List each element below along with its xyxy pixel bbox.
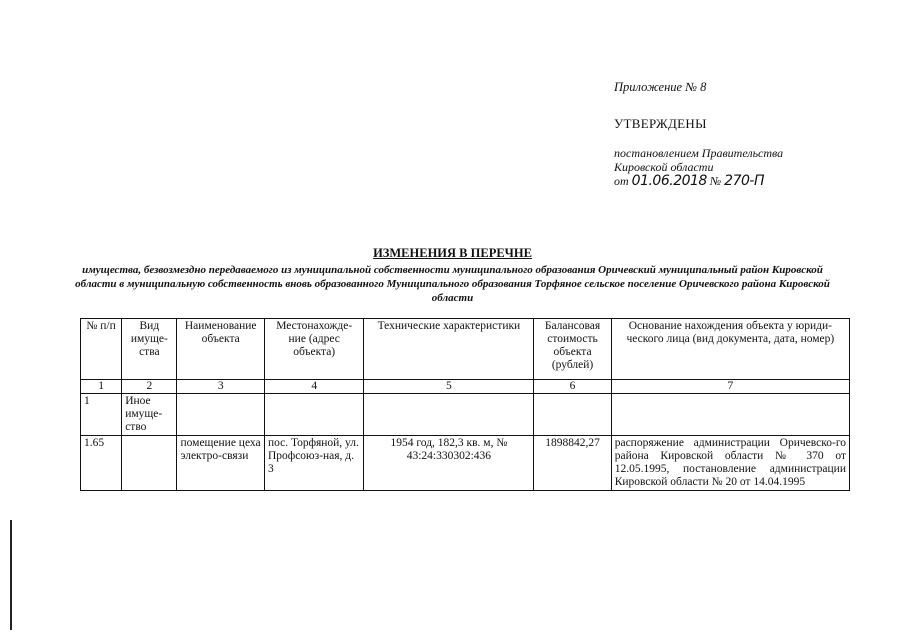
row-kind bbox=[122, 436, 177, 491]
decree-no-label: № bbox=[709, 174, 722, 188]
empty-cell bbox=[177, 394, 264, 436]
column-number: 6 bbox=[534, 380, 611, 394]
header-cell-specs: Технические характеристики bbox=[364, 319, 534, 380]
column-number: 1 bbox=[81, 380, 122, 394]
approved-label: УТВЕРЖДЕНЫ bbox=[614, 116, 707, 131]
row-specs: 1954 год, 182,3 кв. м, № 43:24:330302:436 bbox=[364, 436, 534, 491]
empty-cell bbox=[534, 394, 611, 436]
title-subtitle: имущества, безвозмездно передаваемого из муниципальной собственности муниципального образования Оричевский муниципальный район Кировской области в муниципальную собственность вновь образованного Муниципального образования Торфяное сельское поселение Оричевского района Кировской области bbox=[75, 264, 830, 304]
empty-cell bbox=[264, 394, 364, 436]
header-cell-kind: Вид имуще-ства bbox=[122, 319, 177, 380]
decree-date: 01.06.2018 bbox=[631, 173, 707, 189]
decree-number: 270-П bbox=[724, 173, 764, 189]
column-number: 7 bbox=[611, 380, 849, 394]
header-cell-basis: Основание нахождения объекта у юриди-ческого лица (вид документа, дата, номер) bbox=[611, 319, 849, 380]
decree-line-2: Кировской области bbox=[614, 160, 714, 174]
header-cell-value: Балансовая стоимость объекта (рублей) bbox=[534, 319, 611, 380]
row-number: 1.65 bbox=[81, 436, 122, 491]
row-balance-value: 1898842,27 bbox=[534, 436, 611, 491]
column-number: 5 bbox=[364, 380, 534, 394]
column-number: 2 bbox=[122, 380, 177, 394]
column-number: 3 bbox=[177, 380, 264, 394]
decree-prefix: от bbox=[614, 174, 629, 188]
margin-line bbox=[10, 520, 12, 630]
table-header-row bbox=[81, 319, 850, 380]
appendix-label: Приложение № 8 bbox=[614, 80, 707, 94]
row-address: пос. Торфяной, ул. Профсоюз-ная, д. 3 bbox=[264, 436, 364, 491]
decree-line-3 bbox=[614, 174, 783, 188]
row-basis: распоряжение администрации Оричевско-го района Кировской области № 370 от 12.05.1995, постановление администрации Кировской области № 20 от 14.04.1995 bbox=[611, 436, 849, 491]
empty-cell bbox=[364, 394, 534, 436]
section-kind: Иное имуще-ство bbox=[122, 394, 177, 436]
table-row bbox=[81, 436, 850, 491]
section-row bbox=[81, 394, 850, 436]
decree-line-1: постановлением Правительства bbox=[614, 146, 784, 160]
column-number: 4 bbox=[264, 380, 364, 394]
empty-cell bbox=[611, 394, 849, 436]
header-cell-name: Наименование объекта bbox=[177, 319, 264, 380]
title-main: ИЗМЕНЕНИЯ В ПЕРЕЧНЕ bbox=[373, 246, 532, 260]
header-cell-address: Местонахожде-ние (адрес объекта) bbox=[264, 319, 364, 380]
decree-reference bbox=[614, 146, 783, 188]
section-number: 1 bbox=[81, 394, 122, 436]
document-title bbox=[0, 246, 905, 305]
header-cell-num: № п/п bbox=[81, 319, 122, 380]
column-number-row bbox=[81, 380, 850, 394]
row-object-name: помещение цеха электро-связи bbox=[177, 436, 264, 491]
property-table bbox=[80, 318, 850, 491]
